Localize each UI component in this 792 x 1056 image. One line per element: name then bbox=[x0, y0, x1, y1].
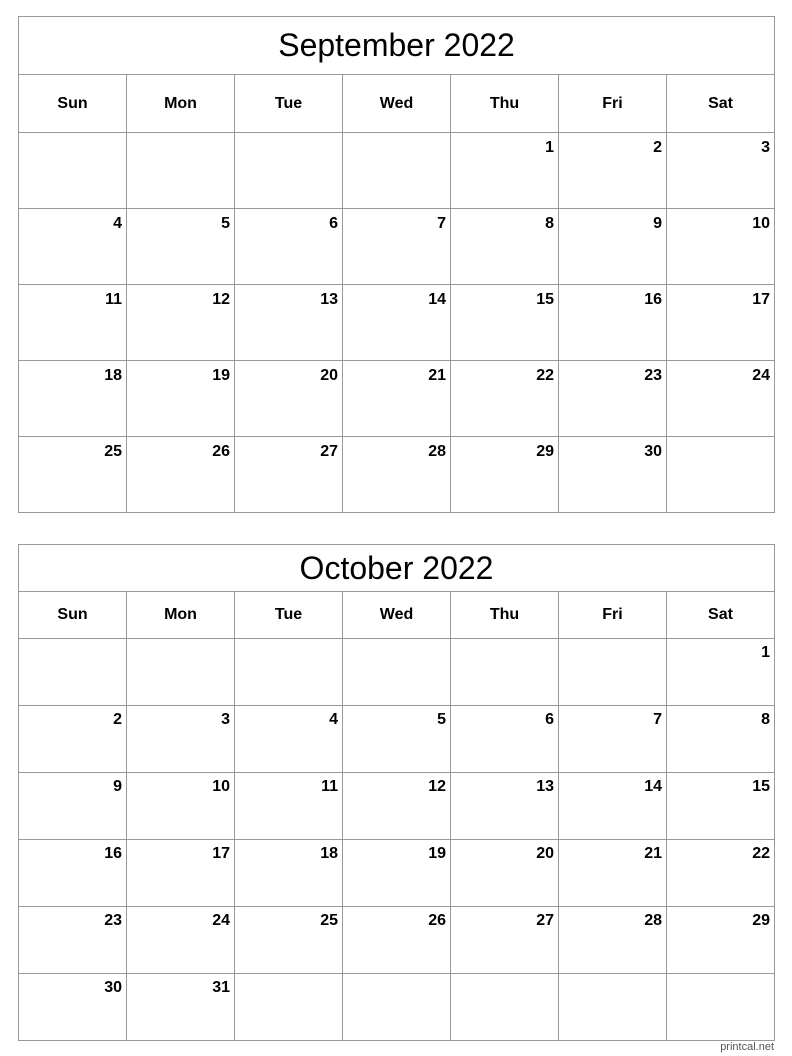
day-number: 22 bbox=[752, 845, 770, 862]
day-cell bbox=[343, 133, 451, 209]
day-cell bbox=[451, 639, 559, 706]
day-cell bbox=[19, 285, 127, 361]
weekday-label: Sat bbox=[667, 75, 775, 133]
day-number: 28 bbox=[644, 912, 662, 929]
day-number: 11 bbox=[105, 291, 122, 308]
day-number: 1 bbox=[761, 644, 770, 661]
weekday-label: Thu bbox=[451, 592, 559, 639]
day-cell bbox=[235, 639, 343, 706]
day-number: 22 bbox=[536, 367, 554, 384]
day-number: 3 bbox=[761, 139, 771, 156]
day-cell bbox=[451, 840, 559, 907]
day-number: 31 bbox=[212, 979, 230, 996]
day-cell bbox=[19, 209, 127, 285]
day-number: 2 bbox=[113, 711, 122, 728]
day-number: 14 bbox=[644, 778, 662, 795]
day-number: 29 bbox=[536, 443, 554, 460]
day-cell bbox=[667, 773, 775, 840]
day-cell bbox=[343, 773, 451, 840]
day-cell bbox=[343, 361, 451, 437]
day-cell bbox=[343, 209, 451, 285]
day-cell bbox=[343, 437, 451, 513]
day-cell bbox=[559, 706, 667, 773]
day-number: 24 bbox=[752, 367, 771, 384]
day-number: 15 bbox=[752, 778, 770, 795]
calendar-september bbox=[18, 16, 775, 513]
day-cell bbox=[127, 773, 235, 840]
week-row bbox=[19, 840, 775, 907]
week-row bbox=[19, 706, 775, 773]
day-cell bbox=[127, 639, 235, 706]
day-number: 13 bbox=[536, 778, 554, 795]
day-cell bbox=[667, 361, 775, 437]
weekday-label: Sun bbox=[19, 592, 127, 639]
month-title: September 2022 bbox=[19, 17, 775, 75]
day-number bbox=[230, 140, 234, 146]
day-number: 8 bbox=[545, 215, 554, 232]
day-number bbox=[446, 140, 450, 146]
day-number: 27 bbox=[320, 443, 338, 460]
weekday-label: Tue bbox=[235, 592, 343, 639]
day-number: 12 bbox=[428, 778, 446, 795]
day-cell bbox=[559, 361, 667, 437]
day-number: 3 bbox=[221, 711, 230, 728]
day-number: 17 bbox=[212, 845, 230, 862]
day-number: 25 bbox=[320, 912, 338, 929]
day-cell bbox=[19, 437, 127, 513]
day-number bbox=[338, 647, 342, 652]
day-cell bbox=[559, 840, 667, 907]
week-row bbox=[19, 437, 775, 513]
day-cell bbox=[127, 361, 235, 437]
site-credit: printcal.net bbox=[720, 1041, 774, 1053]
day-number bbox=[230, 647, 234, 652]
day-cell bbox=[343, 639, 451, 706]
day-number: 26 bbox=[212, 443, 230, 460]
month-title: October 2022 bbox=[19, 545, 775, 592]
day-cell bbox=[235, 285, 343, 361]
day-number: 28 bbox=[428, 443, 446, 460]
day-cell bbox=[235, 209, 343, 285]
day-number: 2 bbox=[653, 139, 662, 156]
day-number bbox=[122, 647, 126, 652]
weekday-label: Fri bbox=[559, 592, 667, 639]
week-row bbox=[19, 639, 775, 706]
day-number: 13 bbox=[320, 291, 338, 308]
day-number: 29 bbox=[752, 912, 770, 929]
day-number: 30 bbox=[644, 443, 662, 460]
weekday-label: Wed bbox=[343, 75, 451, 133]
day-cell bbox=[451, 209, 559, 285]
day-cell bbox=[127, 974, 235, 1041]
day-cell bbox=[19, 361, 127, 437]
day-cell bbox=[19, 133, 127, 209]
week-row bbox=[19, 361, 775, 437]
day-cell bbox=[235, 706, 343, 773]
day-cell bbox=[667, 974, 775, 1041]
day-number: 27 bbox=[536, 912, 554, 929]
day-number: 20 bbox=[320, 367, 338, 384]
day-number bbox=[446, 647, 450, 652]
weekday-label: Thu bbox=[451, 75, 559, 133]
weekday-label: Mon bbox=[127, 75, 235, 133]
weekday-header-row bbox=[19, 75, 775, 133]
day-number: 18 bbox=[104, 367, 122, 384]
day-cell bbox=[235, 840, 343, 907]
week-row bbox=[19, 133, 775, 209]
day-cell bbox=[667, 907, 775, 974]
day-number bbox=[770, 444, 774, 450]
day-cell bbox=[451, 907, 559, 974]
weekday-label: Fri bbox=[559, 75, 667, 133]
day-cell bbox=[127, 907, 235, 974]
day-cell bbox=[559, 974, 667, 1041]
day-number bbox=[554, 982, 558, 987]
day-cell bbox=[127, 133, 235, 209]
day-cell bbox=[451, 974, 559, 1041]
day-cell bbox=[559, 285, 667, 361]
day-number: 23 bbox=[644, 367, 662, 384]
day-cell bbox=[343, 840, 451, 907]
day-cell bbox=[343, 974, 451, 1041]
day-number: 23 bbox=[104, 912, 122, 929]
day-cell bbox=[127, 209, 235, 285]
day-number: 30 bbox=[104, 979, 122, 996]
day-cell bbox=[667, 639, 775, 706]
day-cell bbox=[559, 133, 667, 209]
day-number: 16 bbox=[644, 291, 662, 308]
day-number: 6 bbox=[545, 711, 554, 728]
day-number bbox=[122, 140, 126, 146]
day-number: 16 bbox=[104, 845, 122, 862]
day-cell bbox=[19, 840, 127, 907]
day-number bbox=[770, 982, 774, 987]
day-cell bbox=[667, 840, 775, 907]
weekday-label: Wed bbox=[343, 592, 451, 639]
day-cell bbox=[559, 437, 667, 513]
day-number: 20 bbox=[536, 845, 554, 862]
day-cell bbox=[667, 133, 775, 209]
day-cell bbox=[343, 706, 451, 773]
day-cell bbox=[451, 361, 559, 437]
day-number: 5 bbox=[221, 215, 230, 232]
day-cell bbox=[451, 133, 559, 209]
day-cell bbox=[19, 773, 127, 840]
weekday-label: Sun bbox=[19, 75, 127, 133]
day-number: 7 bbox=[653, 711, 662, 728]
day-cell bbox=[667, 285, 775, 361]
day-cell bbox=[559, 907, 667, 974]
day-cell bbox=[127, 285, 235, 361]
day-cell bbox=[667, 437, 775, 513]
day-number bbox=[662, 982, 666, 987]
day-number: 5 bbox=[437, 711, 446, 728]
day-number: 18 bbox=[320, 845, 338, 862]
day-number bbox=[446, 982, 450, 987]
day-cell bbox=[235, 361, 343, 437]
day-number: 10 bbox=[212, 778, 230, 795]
week-row bbox=[19, 209, 775, 285]
day-cell bbox=[19, 639, 127, 706]
day-cell bbox=[667, 209, 775, 285]
day-cell bbox=[19, 974, 127, 1041]
day-number: 17 bbox=[752, 291, 771, 308]
day-number: 9 bbox=[653, 215, 662, 232]
day-cell bbox=[451, 706, 559, 773]
day-number: 4 bbox=[329, 711, 338, 728]
day-cell bbox=[559, 773, 667, 840]
day-cell bbox=[451, 773, 559, 840]
day-cell bbox=[559, 639, 667, 706]
day-number: 6 bbox=[329, 215, 338, 232]
day-number: 19 bbox=[428, 845, 446, 862]
weekday-label: Mon bbox=[127, 592, 235, 639]
day-number: 7 bbox=[437, 215, 446, 232]
day-cell bbox=[343, 285, 451, 361]
week-row bbox=[19, 907, 775, 974]
day-cell bbox=[235, 133, 343, 209]
week-row bbox=[19, 285, 775, 361]
day-cell bbox=[235, 907, 343, 974]
day-number bbox=[662, 647, 666, 652]
day-cell bbox=[19, 907, 127, 974]
day-number: 26 bbox=[428, 912, 446, 929]
day-cell bbox=[343, 907, 451, 974]
day-number: 24 bbox=[212, 912, 230, 929]
week-row bbox=[19, 773, 775, 840]
day-number: 1 bbox=[545, 139, 554, 156]
day-number bbox=[554, 647, 558, 652]
weekday-label: Tue bbox=[235, 75, 343, 133]
day-number: 8 bbox=[761, 711, 770, 728]
day-number: 9 bbox=[113, 778, 122, 795]
day-number: 4 bbox=[113, 215, 122, 232]
day-number: 11 bbox=[321, 778, 338, 795]
day-number: 19 bbox=[212, 367, 230, 384]
day-number: 21 bbox=[644, 845, 662, 862]
day-number: 25 bbox=[104, 443, 122, 460]
day-cell bbox=[19, 706, 127, 773]
day-number: 10 bbox=[752, 215, 771, 232]
weekday-label: Sat bbox=[667, 592, 775, 639]
day-number bbox=[338, 982, 342, 987]
day-cell bbox=[559, 209, 667, 285]
day-number bbox=[338, 140, 342, 146]
day-cell bbox=[451, 437, 559, 513]
day-cell bbox=[127, 706, 235, 773]
day-number: 14 bbox=[428, 291, 446, 308]
day-number: 15 bbox=[536, 291, 554, 308]
calendar-october bbox=[18, 544, 775, 1041]
day-cell bbox=[235, 773, 343, 840]
day-number: 21 bbox=[428, 367, 446, 384]
day-cell bbox=[667, 706, 775, 773]
day-cell bbox=[235, 974, 343, 1041]
day-cell bbox=[451, 285, 559, 361]
day-cell bbox=[235, 437, 343, 513]
day-number: 12 bbox=[212, 291, 230, 308]
day-cell bbox=[127, 437, 235, 513]
weekday-header-row bbox=[19, 592, 775, 639]
day-cell bbox=[127, 840, 235, 907]
week-row bbox=[19, 974, 775, 1041]
